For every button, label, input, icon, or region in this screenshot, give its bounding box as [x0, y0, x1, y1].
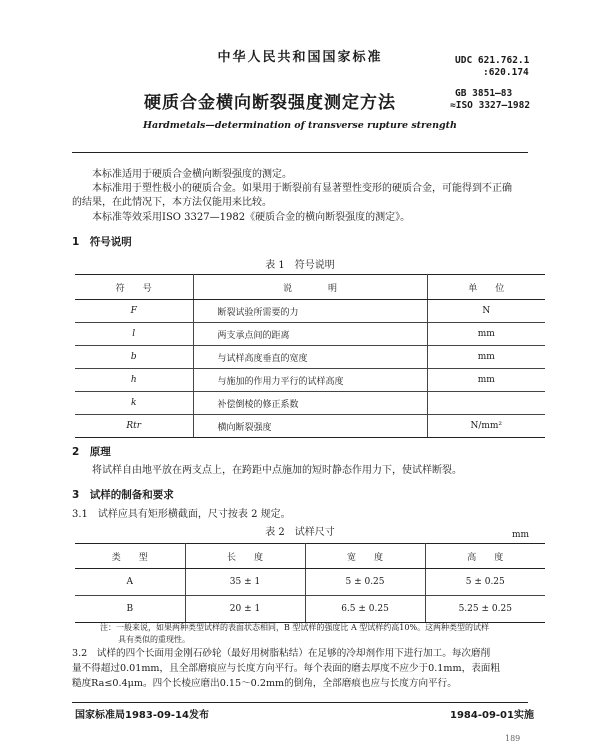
table-row [75, 392, 545, 415]
symbol-cell: k [75, 392, 193, 415]
intro-p3: 本标准等效采用ISO 3327—1982《硬质合金的横向断裂强度的测定》。 [92, 212, 411, 223]
symbol-cell: l [75, 323, 193, 346]
height-cell: 5 ± 0.25 [425, 569, 545, 596]
footer-rule [72, 702, 528, 703]
type-cell: A [75, 569, 185, 596]
intro-p1: 本标准适用于硬质合金横向断裂强度的测定。 [92, 169, 292, 180]
col-height-header: 高 度 [425, 544, 545, 569]
symbol-table [75, 274, 545, 438]
col-symbol-header: 符 号 [75, 275, 193, 300]
table2-caption: 表 2 试样尺寸 [265, 527, 335, 538]
table-row [75, 415, 545, 438]
desc-cell: 补偿倒棱的修正系数 [193, 392, 427, 415]
table2-unit: mm [512, 530, 530, 540]
intro-p2-line1: 本标准用于塑性极小的硬质合金。如果用于断裂前有显著塑性变形的硬质合金，可能得到不正确 [92, 183, 512, 194]
unit-cell: N [427, 300, 545, 323]
specimen-size-table [75, 543, 545, 623]
col-width-header: 宽 度 [305, 544, 425, 569]
desc-cell: 与试样高度垂直的宽度 [193, 346, 427, 369]
title-en: Hardmetals—determination of transverse rupture strength [143, 120, 457, 131]
length-cell: 20 ± 1 [185, 596, 305, 623]
width-cell: 6.5 ± 0.25 [305, 596, 425, 623]
type-cell: B [75, 596, 185, 623]
section2-text: 将试样自由地平放在两支点上，在跨距中点施加的短时静态作用力下，使试样断裂。 [92, 465, 462, 476]
desc-cell: 横向断裂强度 [193, 415, 427, 438]
table2-note-line2: 具有类似的重现性。 [118, 635, 190, 644]
section3-1-text: 3.1 试样应具有矩形横截面，尺寸按表 2 规定。 [72, 509, 291, 520]
unit-cell: mm [427, 369, 545, 392]
col-type-header: 类 型 [75, 544, 185, 569]
title-cn: 硬质合金横向断裂强度测定方法 [144, 93, 396, 113]
udc-line2: :620.174 [483, 67, 529, 78]
issued-date: 国家标准局1983-09-14发布 [75, 710, 209, 721]
page-number: 189 [505, 734, 521, 743]
unit-cell: N/mm² [427, 415, 545, 438]
desc-cell: 断裂试验所需要的力 [193, 300, 427, 323]
desc-cell: 与施加的作用力平行的试样高度 [193, 369, 427, 392]
section3-2-line2: 量不得超过0.01mm，且全部磨痕应与长度方向平行。每个表面的磨去厚度不应少于0.1mm，表面粗 [72, 663, 500, 674]
table1-caption: 表 1 符号说明 [265, 260, 335, 271]
section3-heading: 3 试样的制备和要求 [72, 489, 174, 501]
iso-code: ≈ISO 3327—1982 [450, 100, 531, 111]
length-cell: 35 ± 1 [185, 569, 305, 596]
table-row [75, 346, 545, 369]
table1-header-row [75, 275, 545, 300]
table-row [75, 323, 545, 346]
intro-p2-line2: 的结果，在此情况下，本方法仅能用来比较。 [72, 197, 272, 208]
section2-heading: 2 原理 [72, 446, 111, 458]
desc-cell: 两支承点间的距离 [193, 323, 427, 346]
width-cell: 5 ± 0.25 [305, 569, 425, 596]
unit-cell: mm [427, 346, 545, 369]
udc-line1: UDC 621.762.1 [455, 55, 530, 66]
table-row [75, 300, 545, 323]
symbol-cell: Rtr [75, 415, 193, 438]
section1-heading: 1 符号说明 [72, 236, 132, 248]
col-desc-header: 说 明 [193, 275, 427, 300]
unit-cell: mm [427, 323, 545, 346]
standard-org: 中华人民共和国国家标准 [217, 50, 383, 65]
table2-note-line1: 注：一般来说，如果两种类型试样的表面状态相同，B 型试样的强度比 A 型试样约高10%。这两种类型的试样 [100, 623, 490, 632]
header-rule [72, 152, 528, 153]
col-length-header: 长 度 [185, 544, 305, 569]
gb-code: GB 3851—83 [455, 88, 513, 99]
section3-2-line1: 3.2 试样的四个长面用金刚石砂轮（最好用树脂粘结）在足够的冷却剂作用下进行加工。每次磨削 [72, 648, 491, 659]
symbol-cell: F [75, 300, 193, 323]
unit-cell [427, 392, 545, 415]
height-cell: 5.25 ± 0.25 [425, 596, 545, 623]
table-row [75, 596, 545, 623]
table-row [75, 569, 545, 596]
symbol-cell: b [75, 346, 193, 369]
table-row [75, 369, 545, 392]
section3-2-line3: 糙度Ra≤0.4μm。四个长棱应磨出0.15～0.2mm的倒角，全部磨痕也应与长度方向平行。 [72, 678, 457, 689]
symbol-cell: h [75, 369, 193, 392]
table2-header-row [75, 544, 545, 569]
effective-date: 1984-09-01实施 [450, 710, 534, 721]
col-unit-header: 单 位 [427, 275, 545, 300]
